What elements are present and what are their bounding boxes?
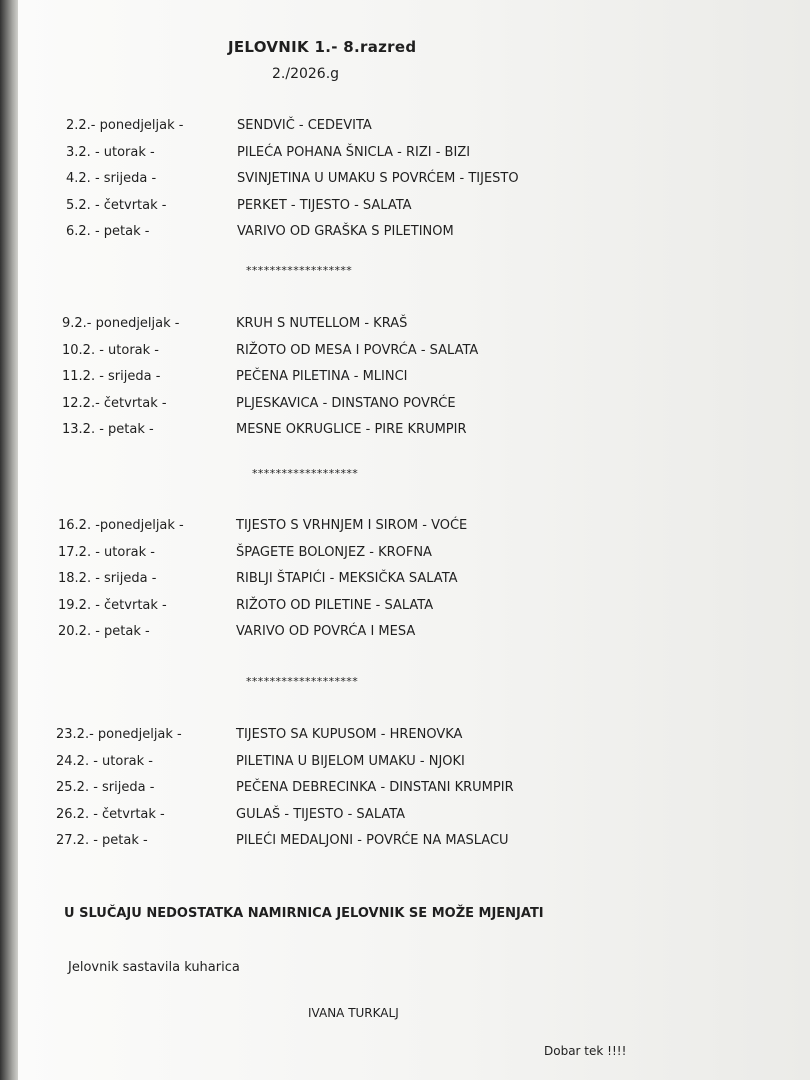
day-meal: GULAŠ - TIJESTO - SALATA <box>236 806 406 822</box>
menu-change-notice: U SLUČAJU NEDOSTATKA NAMIRNICA JELOVNIK SE MOŽE MJENJATI <box>64 906 544 921</box>
day-meal: PEČENA PILETINA - MLINCI <box>236 369 408 384</box>
day-date: 16.2. -ponedjeljak - <box>58 518 184 533</box>
menu-day-row <box>0 145 810 165</box>
menu-day-row <box>0 807 810 827</box>
menu-day-row <box>0 780 810 800</box>
day-date: 6.2. - petak - <box>66 224 150 239</box>
day-meal: RIBLJI ŠTAPIĆI - MEKSIČKA SALATA <box>236 571 458 586</box>
day-meal: PILETINA U BIJELOM UMAKU - NJOKI <box>236 753 465 769</box>
day-meal: PILEĆA POHANA ŠNICLA - RIZI - BIZI <box>237 144 471 160</box>
day-date: 26.2. - četvrtak - <box>56 806 165 822</box>
day-meal: PEČENA DEBRECINKA - DINSTANI KRUMPIR <box>236 780 514 795</box>
menu-day-row <box>0 754 810 774</box>
menu-title: JELOVNIK 1.- 8.razred <box>228 38 417 56</box>
day-date: 13.2. - petak - <box>62 422 154 437</box>
day-date: 12.2.- četvrtak - <box>62 395 167 411</box>
menu-day-row <box>0 369 810 389</box>
day-date: 18.2. - srijeda - <box>58 571 157 586</box>
closing-greeting: Dobar tek !!!! <box>544 1044 627 1058</box>
day-meal: SENDVIČ - CEDEVITA <box>237 118 372 133</box>
day-meal: RIŽOTO OD MESA I POVRĆA - SALATA <box>236 342 479 358</box>
day-meal: SVINJETINA U UMAKU S POVRĆEM - TIJESTO <box>237 171 519 186</box>
week-separator: ****************** <box>246 264 353 277</box>
menu-day-row <box>0 118 810 138</box>
day-meal: PILEĆI MEDALJONI - POVRĆE NA MASLACU <box>236 833 509 848</box>
day-meal: VARIVO OD GRAŠKA S PILETINOM <box>237 224 454 239</box>
day-meal: TIJESTO S VRHNJEM I SIROM - VOĆE <box>236 518 468 533</box>
day-meal: VARIVO OD POVRĆA I MESA <box>236 624 416 639</box>
week-separator: ******************* <box>246 675 359 688</box>
day-date: 19.2. - četvrtak - <box>58 597 167 613</box>
day-date: 17.2. - utorak - <box>58 544 155 560</box>
menu-day-row <box>0 598 810 618</box>
menu-day-row <box>0 518 810 538</box>
menu-day-row <box>0 396 810 416</box>
day-date: 11.2. - srijeda - <box>62 369 161 384</box>
day-date: 4.2. - srijeda - <box>66 171 157 186</box>
week-separator: ****************** <box>252 467 359 480</box>
day-meal: KRUH S NUTELLOM - KRAŠ <box>236 316 408 331</box>
menu-day-row <box>0 545 810 565</box>
day-date: 3.2. - utorak - <box>66 144 155 160</box>
menu-author-line: Jelovnik sastavila kuharica <box>68 960 240 975</box>
day-meal: ŠPAGETE BOLONJEZ - KROFNA <box>236 544 432 560</box>
day-date: 20.2. - petak - <box>58 624 150 639</box>
day-date: 23.2.- ponedjeljak - <box>56 727 182 742</box>
day-date: 24.2. - utorak - <box>56 753 153 769</box>
menu-month: 2./2026.g <box>272 66 340 82</box>
day-meal: PLJESKAVICA - DINSTANO POVRĆE <box>236 395 456 411</box>
menu-day-row <box>0 833 810 853</box>
day-meal: PERKET - TIJESTO - SALATA <box>237 197 412 213</box>
menu-day-row <box>0 727 810 747</box>
menu-day-row <box>0 224 810 244</box>
menu-day-row <box>0 624 810 644</box>
day-meal: MESNE OKRUGLICE - PIRE KRUMPIR <box>236 422 467 437</box>
menu-day-row <box>0 198 810 218</box>
day-date: 27.2. - petak - <box>56 833 148 848</box>
day-date: 5.2. - četvrtak - <box>66 197 167 213</box>
day-meal: TIJESTO SA KUPUSOM - HRENOVKA <box>236 727 463 742</box>
menu-day-row <box>0 171 810 191</box>
cook-name: IVANA TURKALJ <box>308 1006 399 1020</box>
menu-day-row <box>0 316 810 336</box>
day-meal: RIŽOTO OD PILETINE - SALATA <box>236 597 434 613</box>
day-date: 2.2.- ponedjeljak - <box>66 118 184 133</box>
day-date: 9.2.- ponedjeljak - <box>62 316 180 331</box>
menu-day-row <box>0 571 810 591</box>
menu-day-row <box>0 343 810 363</box>
menu-day-row <box>0 422 810 442</box>
day-date: 25.2. - srijeda - <box>56 780 155 795</box>
day-date: 10.2. - utorak - <box>62 342 159 358</box>
